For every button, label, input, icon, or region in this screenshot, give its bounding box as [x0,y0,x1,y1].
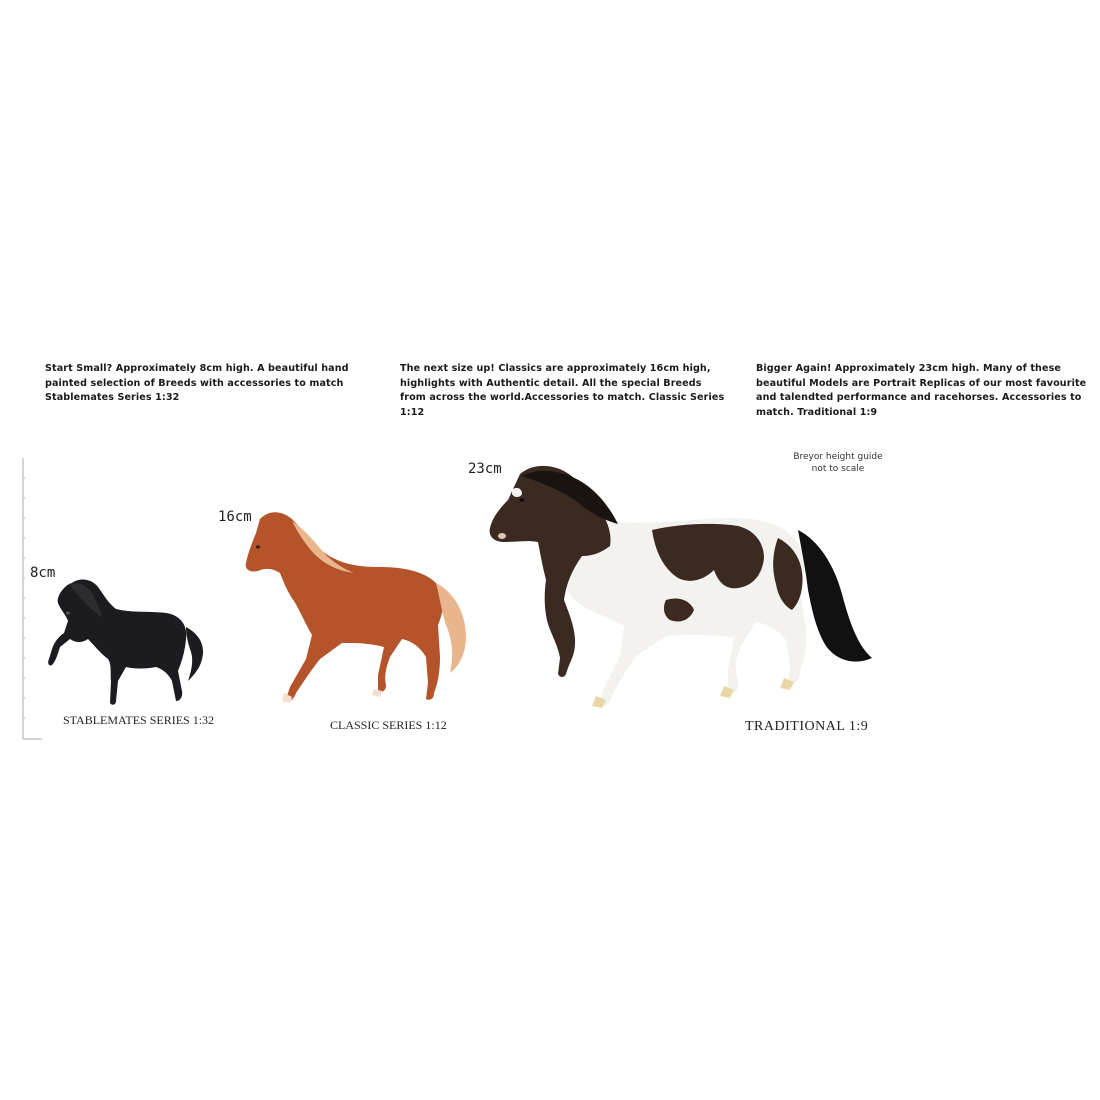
classic-description: The next size up! Classics are approximately 16cm high, highlights with Authentic detail. All the special Breeds from across the world.Accessories to match. Classic Series 1:12 [400,363,725,418]
height-guide-subtitle: not to scale [811,464,865,474]
height-guide-title: Breyor height guide [793,452,883,462]
size-label-16cm: 16cm [218,509,252,525]
traditional-pinto-horse-image [482,460,878,722]
classic-chestnut-horse-image [240,507,472,717]
stablemates-description: Start Small? Approximately 8cm high. A beautiful hand painted selection of Breeds with accessories to match Stablemates Series 1:32 [45,363,349,404]
size-label-23cm: 23cm [468,461,502,477]
traditional-description: Bigger Again! Approximately 23cm high. Many of these beautiful Models are Portrait Replicas of our most favourite and talendted performance and racehorses. Accessories to match. Traditional 1:9 [756,363,1087,418]
series-label-traditional: TRADITIONAL 1:9 [745,719,869,734]
size-label-8cm: 8cm [30,565,56,581]
stablemates-black-horse-image [42,573,210,711]
height-ruler [22,458,42,740]
series-label-classic: CLASSIC SERIES 1:12 [330,718,447,732]
series-label-stablemates: STABLEMATES SERIES 1:32 [63,713,215,727]
